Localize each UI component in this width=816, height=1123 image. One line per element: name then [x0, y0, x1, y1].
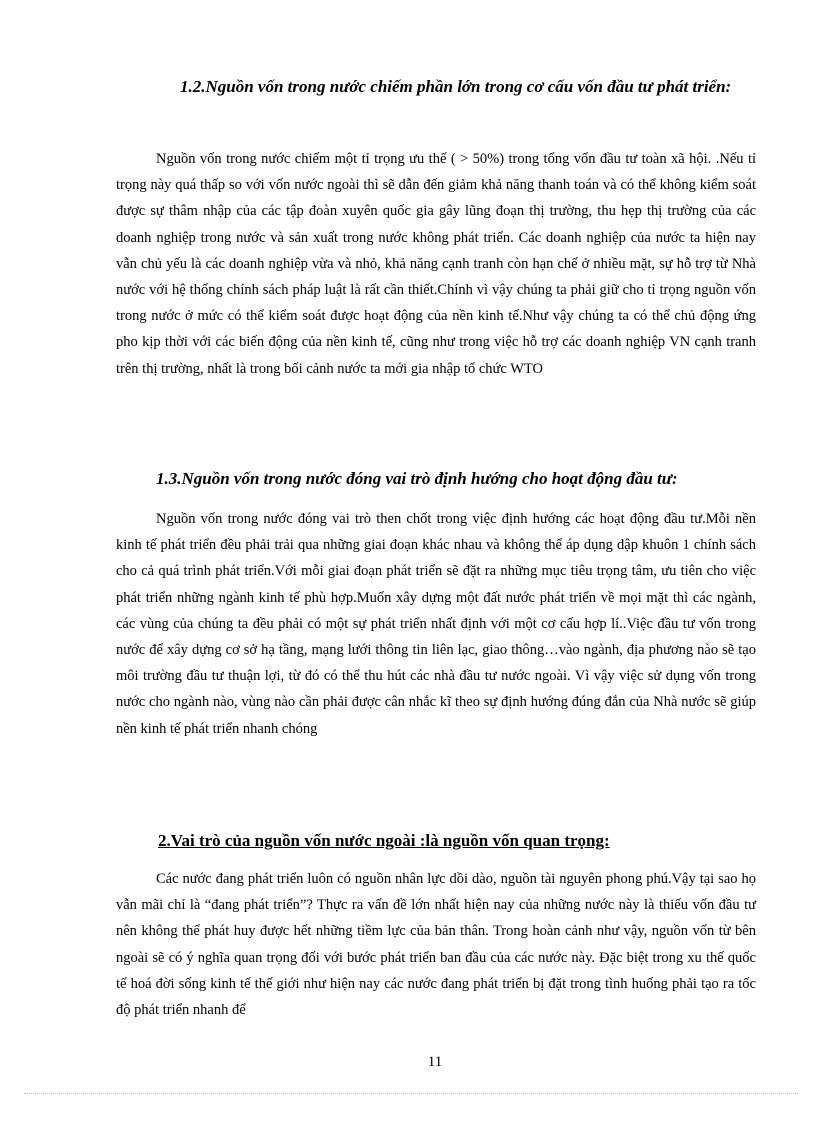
section-paragraph-1-2: Nguồn vốn trong nước chiếm một tỉ trọng ưu thế ( > 50%) trong tổng vốn đầu tư toàn xã hội. .Nếu tỉ trọng này quá thấp so với vốn nước ngoài thì sẽ dẫn đến giảm khả năng thanh toán và có thể không kiểm soát được sự thâm nhập của các tập đoàn xuyên quốc gia gây lũng đoạn thị trường, thu hẹp thị trường của các doanh nghiệp trong nước và sản xuất trong nước không phát triển. Các doanh nghiệp của nước ta hiện nay vẫn chủ yếu là các doanh nghiệp vừa và nhỏ, khả năng cạnh tranh còn hạn chế ở nhiều mặt, sự hỗ trợ từ Nhà nước với hệ thống chính sách pháp luật là rất cần thiết.Chính vì vậy chúng ta phải giữ cho tỉ trọng nguồn vốn trong nước ở mức có thể kiểm soát được hoạt động của nền kinh tế.Như vậy chúng ta có thể chủ động ứng pho kịp thời với các biến động của nền kinh tế, cũng như trong việc hỗ trợ các doanh nghiệp VN cạnh tranh trên thị trường, nhất là trong bối cảnh nước ta mới gia nhập tổ chức WTO — [116, 151, 756, 377]
section-paragraph-2: Các nước đang phát triển luôn có nguồn nhân lực dồi dào, nguồn tài nguyên phong phú.Vậy tại sao họ vẫn mãi chỉ là “đang phát triển”? Thực ra vấn đề lớn nhất hiện nay của những nước này là thiếu vốn đầu tư nên không thể phát huy được hết những tiềm lực của bản thân. Trong hoàn cảnh như vậy, nguồn vốn từ bên ngoài sẽ có ý nghĩa quan trọng đối với bước phát triển ban đầu của các nước này. Đặc biệt trong xu thế quốc tế hoá đời sống kinh tế thế giới như hiện nay các nước đang phát triển bị đặt trong tình huống phải tạo ra tốc độ phát triển nhanh để — [116, 871, 756, 1019]
section-heading-2: 2.Vai trò của nguồn vốn nước ngoài :là nguồn vốn quan trọng: — [158, 831, 610, 850]
section-heading-1-2: 1.2.Nguồn vốn trong nước chiếm phần lớn trong cơ cấu vốn đầu tư phát triển: — [180, 77, 732, 96]
section-paragraph-1-3: Nguồn vốn trong nước đóng vai trò then chốt trong việc định hướng các hoạt động đầu tư.Mỗi nền kinh tế phát triển đều phải trải qua những giai đoạn khác nhau và không thể áp dụng dập khuôn 1 chính sách cho cả quá trình phát triển.Với mỗi giai đoạn phát triển sẽ đặt ra những mục tiêu trọng tâm, ưu tiên cho việc phát triển những ngành kinh tế phù hợp.Muốn xây dựng một đất nước phát triển về mọi mặt thì các ngành, các vùng của chúng ta đều phải có một sự phát triển nhất định với một cơ cấu hợp lí..Việc đầu tư vốn trong nước để xây dựng cơ sở hạ tầng, mạng lưới thông tin liên lạc, giao thông…vào ngành, địa phương nào sẽ tạo môi trường đầu tư thuận lợi, từ đó có thể thu hút các nhà đầu tư nước ngoài. Vì vậy việc sử dụng vốn trong nước cho ngành nào, vùng nào cần phải được cân nhắc kĩ theo sự định hướng đúng đắn của Nhà nước sẽ giúp nền kinh tế phát triển nhanh chóng — [116, 511, 756, 737]
footer-divider — [24, 1093, 798, 1094]
section-heading-1-3: 1.3.Nguồn vốn trong nước đóng vai trò định hướng cho hoạt động đầu tư: — [156, 469, 678, 488]
page-number: 11 — [427, 1054, 443, 1070]
